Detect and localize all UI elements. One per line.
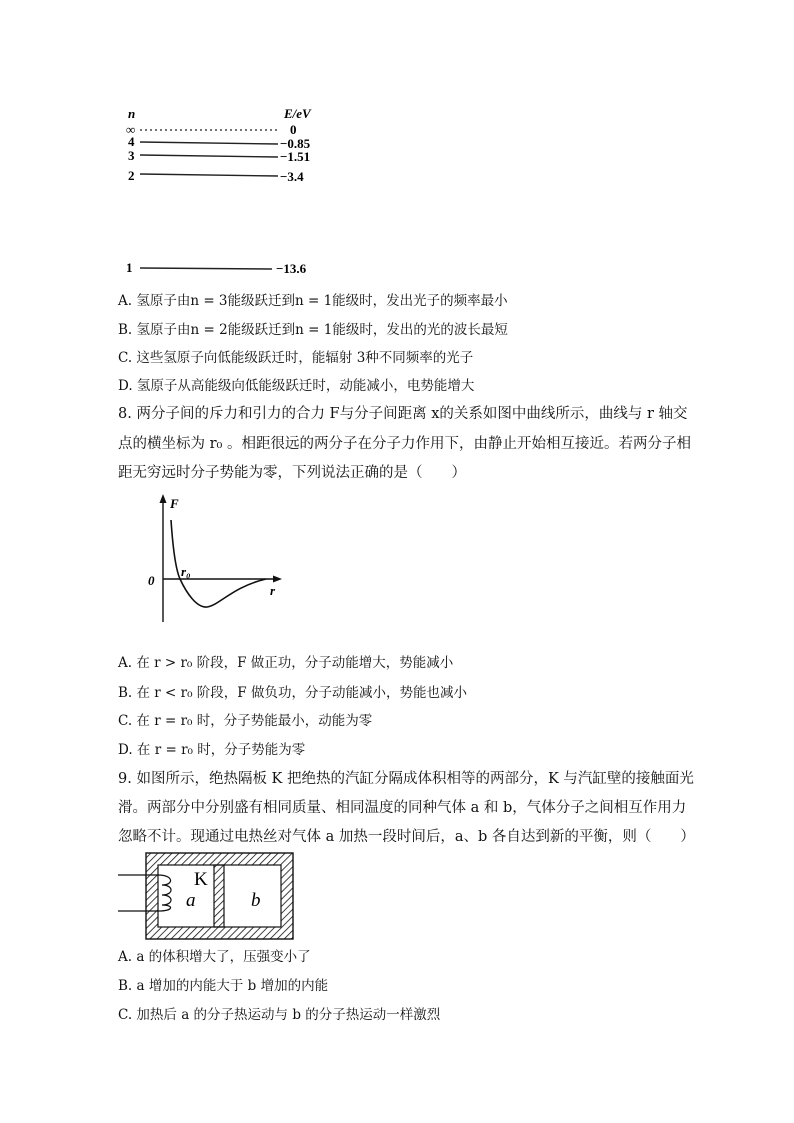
level-2-n: 2 <box>128 168 135 183</box>
y-axis-arrow <box>160 494 167 503</box>
level-3-energy: −1.51 <box>280 149 311 164</box>
level-1-line <box>140 268 272 269</box>
q7-option-d: D. 氢原子从高能级向低能级跃迁时，动能减小，电势能增大 <box>118 378 475 394</box>
level-1-n: 1 <box>126 260 133 275</box>
gas-b-label: b <box>251 890 261 911</box>
level-4-energy: −0.85 <box>280 136 311 151</box>
q7-option-a: A. 氢原子由n = 3能级跃迁到n = 1能级时，发出光子的频率最小 <box>118 293 508 309</box>
gas-a-label: a <box>186 890 196 911</box>
graph-x-label: r <box>270 583 276 598</box>
q8-option-c: C. 在 r = r₀ 时，分子势能最小，动能为零 <box>118 713 373 729</box>
energy-level-diagram <box>110 100 350 285</box>
level-inf-energy: 0 <box>290 122 297 137</box>
force-distance-graph <box>140 490 290 630</box>
q8-option-d: D. 在 r = r₀ 时，分子势能为零 <box>118 742 306 758</box>
level-1-energy: −13.6 <box>276 261 307 276</box>
q9-stem-line-1: 9. 如图所示，绝热隔板 K 把绝热的汽缸分隔成体积相等的两部分，K 与汽缸壁的接触面光 <box>118 771 694 787</box>
level-3-n: 3 <box>128 148 135 163</box>
n-header: n <box>128 106 136 121</box>
x-axis-arrow <box>273 576 282 583</box>
q8-option-a: A. 在 r > r₀ 阶段，F 做正功，分子动能增大，势能减小 <box>118 655 454 671</box>
cylinder-figure <box>118 850 303 942</box>
q8-stem-line-1: 8. 两分子间的斥力和引力的合力 F与分子间距离 x的关系如图中曲线所示，曲线与 r 轴交 <box>118 406 688 422</box>
partition-k-label: K <box>194 869 208 890</box>
q9-option-a: A. a 的体积增大了，压强变小了 <box>118 949 311 965</box>
level-inf-n: ∞ <box>126 122 136 137</box>
partition-k <box>214 865 224 927</box>
level-2-energy: −3.4 <box>280 169 304 184</box>
energy-header: E/eV <box>284 106 311 121</box>
q8-stem-line-2: 点的横坐标为 r₀ 。相距很远的两分子在分子力作用下，由静止开始相互接近。若两分子相 <box>118 436 691 452</box>
level-3-line <box>140 155 278 157</box>
q7-option-c: C. 这些氢原子向低能级跃迁时，能辐射 3种不同频率的光子 <box>118 350 474 366</box>
graph-r0-label: r₀ <box>181 564 191 579</box>
graph-y-label: F <box>170 496 179 511</box>
level-4-line <box>140 142 278 144</box>
q9-option-c: C. 加热后 a 的分子热运动与 b 的分子热运动一样激烈 <box>118 1007 441 1023</box>
q8-stem-line-3: 距无穷远时分子势能为零，下列说法正确的是（ ） <box>118 465 466 481</box>
q8-option-b: B. 在 r < r₀ 阶段，F 做负功，分子动能减小，势能也减小 <box>118 685 467 701</box>
level-4-n: 4 <box>128 134 135 149</box>
level-2-line <box>140 174 278 176</box>
q9-stem-line-2: 滑。两部分中分别盛有相同质量、相同温度的同种气体 a 和 b，气体分子之间相互作用力 <box>118 800 687 816</box>
q7-option-b: B. 氢原子由n = 2能级跃迁到n = 1能级时，发出的光的波长最短 <box>118 322 508 338</box>
q9-option-b: B. a 增加的内能大于 b 增加的内能 <box>118 978 329 994</box>
graph-origin-label: 0 <box>148 573 155 588</box>
q9-stem-line-3: 忽略不计。现通过电热丝对气体 a 加热一段时间后，a、b 各自达到新的平衡，则（ ） <box>118 829 695 845</box>
